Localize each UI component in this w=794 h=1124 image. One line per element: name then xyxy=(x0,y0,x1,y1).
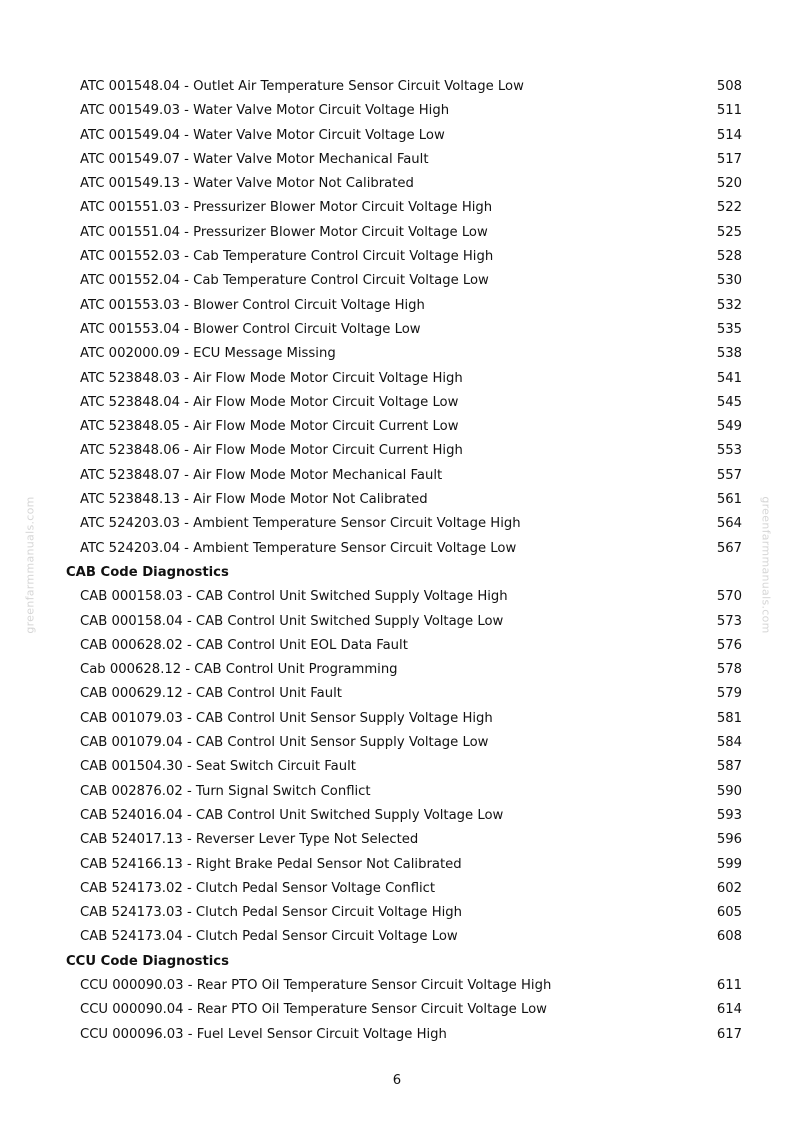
toc-entry-title: CAB 001079.03 - CAB Control Unit Sensor Supply Voltage High xyxy=(80,710,493,726)
toc-entry[interactable] xyxy=(0,925,794,949)
watermark-left: greenfarmmanuals.com xyxy=(23,496,37,634)
toc-entry-page-number: 553 xyxy=(716,443,742,459)
toc-entry-title: ATC 523848.03 - Air Flow Mode Motor Circuit Voltage High xyxy=(80,370,463,386)
toc-entry[interactable] xyxy=(0,75,794,99)
toc-entry-page-number: 538 xyxy=(716,346,742,362)
toc-entry[interactable] xyxy=(0,318,794,342)
toc-entry[interactable] xyxy=(0,415,794,439)
toc-entry-page-number: 557 xyxy=(716,467,742,483)
toc-entry-title: CAB 524173.04 - Clutch Pedal Sensor Circuit Voltage Low xyxy=(80,929,458,945)
toc-entry[interactable] xyxy=(0,488,794,512)
toc-entry-title: ATC 524203.04 - Ambient Temperature Sensor Circuit Voltage Low xyxy=(80,540,517,556)
toc-entry-title: ATC 001552.03 - Cab Temperature Control Circuit Voltage High xyxy=(80,249,494,265)
table-of-contents xyxy=(0,75,794,1047)
toc-entry[interactable] xyxy=(0,658,794,682)
toc-entry[interactable] xyxy=(0,707,794,731)
toc-entry-page-number: 602 xyxy=(716,880,742,896)
toc-entry[interactable] xyxy=(0,245,794,269)
toc-entry[interactable] xyxy=(0,877,794,901)
toc-entry-page-number: 599 xyxy=(716,856,742,872)
toc-entry-title: CAB 000158.03 - CAB Control Unit Switched Supply Voltage High xyxy=(80,589,508,605)
toc-section-heading xyxy=(0,561,794,585)
toc-entry-page-number: 587 xyxy=(716,759,742,775)
toc-entry-page-number: 561 xyxy=(716,492,742,508)
toc-entry-title: ATC 001548.04 - Outlet Air Temperature Sensor Circuit Voltage Low xyxy=(80,79,524,94)
toc-entry[interactable] xyxy=(0,731,794,755)
toc-entry[interactable] xyxy=(0,99,794,123)
toc-entry[interactable] xyxy=(0,780,794,804)
toc-entry-title: CCU 000096.03 - Fuel Level Sensor Circuit Voltage High xyxy=(80,1026,447,1042)
toc-entry[interactable] xyxy=(0,512,794,536)
toc-entry-page-number: 549 xyxy=(716,419,742,435)
toc-entry[interactable] xyxy=(0,804,794,828)
toc-entry-page-number: 508 xyxy=(716,79,742,94)
toc-entry-page-number: 528 xyxy=(716,249,742,265)
toc-entry-title: CAB 001504.30 - Seat Switch Circuit Fault xyxy=(80,759,356,775)
toc-entry-title: CAB 000628.02 - CAB Control Unit EOL Data Fault xyxy=(80,637,408,653)
toc-entry[interactable] xyxy=(0,439,794,463)
toc-entry[interactable] xyxy=(0,464,794,488)
toc-entry-page-number: 541 xyxy=(716,370,742,386)
toc-entry-title: ATC 001553.03 - Blower Control Circuit Voltage High xyxy=(80,297,425,313)
toc-entry[interactable] xyxy=(0,269,794,293)
toc-entry-title: CAB 000629.12 - CAB Control Unit Fault xyxy=(80,686,342,702)
toc-entry-title: CAB 524017.13 - Reverser Lever Type Not Selected xyxy=(80,832,419,848)
toc-entry-page-number: 596 xyxy=(716,832,742,848)
watermark-right: greenfarmmanuals.com xyxy=(759,496,773,634)
toc-entry[interactable] xyxy=(0,148,794,172)
toc-entry-page-number: 576 xyxy=(716,637,742,653)
toc-entry-title: CAB 524173.02 - Clutch Pedal Sensor Voltage Conflict xyxy=(80,880,436,896)
toc-entry-title: CAB 001079.04 - CAB Control Unit Sensor Supply Voltage Low xyxy=(80,735,489,751)
toc-entry[interactable] xyxy=(0,610,794,634)
toc-entry-page-number: 525 xyxy=(716,224,742,240)
toc-entry-page-number: 517 xyxy=(716,151,742,167)
toc-entry[interactable] xyxy=(0,221,794,245)
toc-entry[interactable] xyxy=(0,1023,794,1047)
toc-entry-title: CAB 524166.13 - Right Brake Pedal Sensor Not Calibrated xyxy=(80,856,462,872)
toc-entry-title: ATC 523848.07 - Air Flow Mode Motor Mechanical Fault xyxy=(80,467,443,483)
toc-entry-title: ATC 523848.04 - Air Flow Mode Motor Circuit Voltage Low xyxy=(80,394,459,410)
toc-entry-page-number: 593 xyxy=(716,807,742,823)
toc-entry-page-number: 570 xyxy=(716,589,742,605)
toc-entry-page-number: 590 xyxy=(716,783,742,799)
toc-entry-title: ATC 001553.04 - Blower Control Circuit Voltage Low xyxy=(80,321,421,337)
toc-entry[interactable] xyxy=(0,755,794,779)
toc-entry-page-number: 522 xyxy=(716,200,742,216)
toc-entry-page-number: 573 xyxy=(716,613,742,629)
toc-entry-page-number: 578 xyxy=(716,662,742,678)
toc-entry-page-number: 611 xyxy=(716,977,742,993)
toc-entry[interactable] xyxy=(0,585,794,609)
toc-entry-page-number: 514 xyxy=(716,127,742,143)
toc-entry-title: ATC 523848.05 - Air Flow Mode Motor Circuit Current Low xyxy=(80,419,459,435)
toc-entry-page-number: 511 xyxy=(716,103,742,119)
toc-entry-title: ATC 001549.13 - Water Valve Motor Not Calibrated xyxy=(80,176,414,192)
toc-entry[interactable] xyxy=(0,974,794,998)
toc-entry-title: CCU 000090.04 - Rear PTO Oil Temperature Sensor Circuit Voltage Low xyxy=(80,1002,547,1018)
toc-entry-title: ATC 523848.06 - Air Flow Mode Motor Circuit Current High xyxy=(80,443,463,459)
toc-entry-title: ATC 001552.04 - Cab Temperature Control Circuit Voltage Low xyxy=(80,273,489,289)
toc-entry[interactable] xyxy=(0,294,794,318)
toc-entry-page-number: 530 xyxy=(716,273,742,289)
toc-entry[interactable] xyxy=(0,391,794,415)
toc-entry[interactable] xyxy=(0,998,794,1022)
toc-entry[interactable] xyxy=(0,342,794,366)
toc-entry-title: CAB 524016.04 - CAB Control Unit Switched Supply Voltage Low xyxy=(80,807,504,823)
toc-entry-title: CAB 524173.03 - Clutch Pedal Sensor Circuit Voltage High xyxy=(80,905,463,921)
toc-entry-page-number: 581 xyxy=(716,710,742,726)
toc-entry-title: ATC 002000.09 - ECU Message Missing xyxy=(80,346,336,362)
toc-entry-page-number: 584 xyxy=(716,735,742,751)
toc-entry-title: CCU 000090.03 - Rear PTO Oil Temperature Sensor Circuit Voltage High xyxy=(80,977,552,993)
toc-entry-title: ATC 001549.04 - Water Valve Motor Circuit Voltage Low xyxy=(80,127,445,143)
section-title: CCU Code Diagnostics xyxy=(66,953,229,969)
toc-entry[interactable] xyxy=(0,682,794,706)
toc-entry-title: ATC 524203.03 - Ambient Temperature Sensor Circuit Voltage High xyxy=(80,516,521,532)
toc-entry-page-number: 520 xyxy=(716,176,742,192)
toc-entry-title: ATC 001549.03 - Water Valve Motor Circuit Voltage High xyxy=(80,103,450,119)
toc-entry-page-number: 617 xyxy=(716,1026,742,1042)
toc-entry[interactable] xyxy=(0,828,794,852)
toc-entry[interactable] xyxy=(0,901,794,925)
toc-entry-title: CAB 000158.04 - CAB Control Unit Switched Supply Voltage Low xyxy=(80,613,504,629)
toc-entry[interactable] xyxy=(0,124,794,148)
toc-entry[interactable] xyxy=(0,537,794,561)
toc-entry[interactable] xyxy=(0,172,794,196)
toc-entry-page-number: 608 xyxy=(716,929,742,945)
toc-entry[interactable] xyxy=(0,196,794,220)
toc-entry[interactable] xyxy=(0,367,794,391)
toc-entry-title: ATC 001551.03 - Pressurizer Blower Motor Circuit Voltage High xyxy=(80,200,493,216)
toc-entry-page-number: 614 xyxy=(716,1002,742,1018)
toc-entry-title: CAB 002876.02 - Turn Signal Switch Conflict xyxy=(80,783,371,799)
toc-entry-page-number: 567 xyxy=(716,540,742,556)
toc-entry[interactable] xyxy=(0,634,794,658)
toc-entry-page-number: 545 xyxy=(716,394,742,410)
page-number: 6 xyxy=(392,1073,402,1088)
toc-entry-page-number: 605 xyxy=(716,905,742,921)
toc-entry-page-number: 564 xyxy=(716,516,742,532)
toc-entry-title: Cab 000628.12 - CAB Control Unit Programming xyxy=(80,662,398,678)
toc-entry-title: ATC 523848.13 - Air Flow Mode Motor Not Calibrated xyxy=(80,492,428,508)
toc-entry-title: ATC 001551.04 - Pressurizer Blower Motor Circuit Voltage Low xyxy=(80,224,488,240)
toc-section-heading xyxy=(0,950,794,974)
section-title: CAB Code Diagnostics xyxy=(66,564,229,580)
toc-entry-title: ATC 001549.07 - Water Valve Motor Mechanical Fault xyxy=(80,151,429,167)
toc-entry[interactable] xyxy=(0,853,794,877)
toc-entry-page-number: 532 xyxy=(716,297,742,313)
toc-entry-page-number: 579 xyxy=(716,686,742,702)
toc-entry-page-number: 535 xyxy=(716,321,742,337)
